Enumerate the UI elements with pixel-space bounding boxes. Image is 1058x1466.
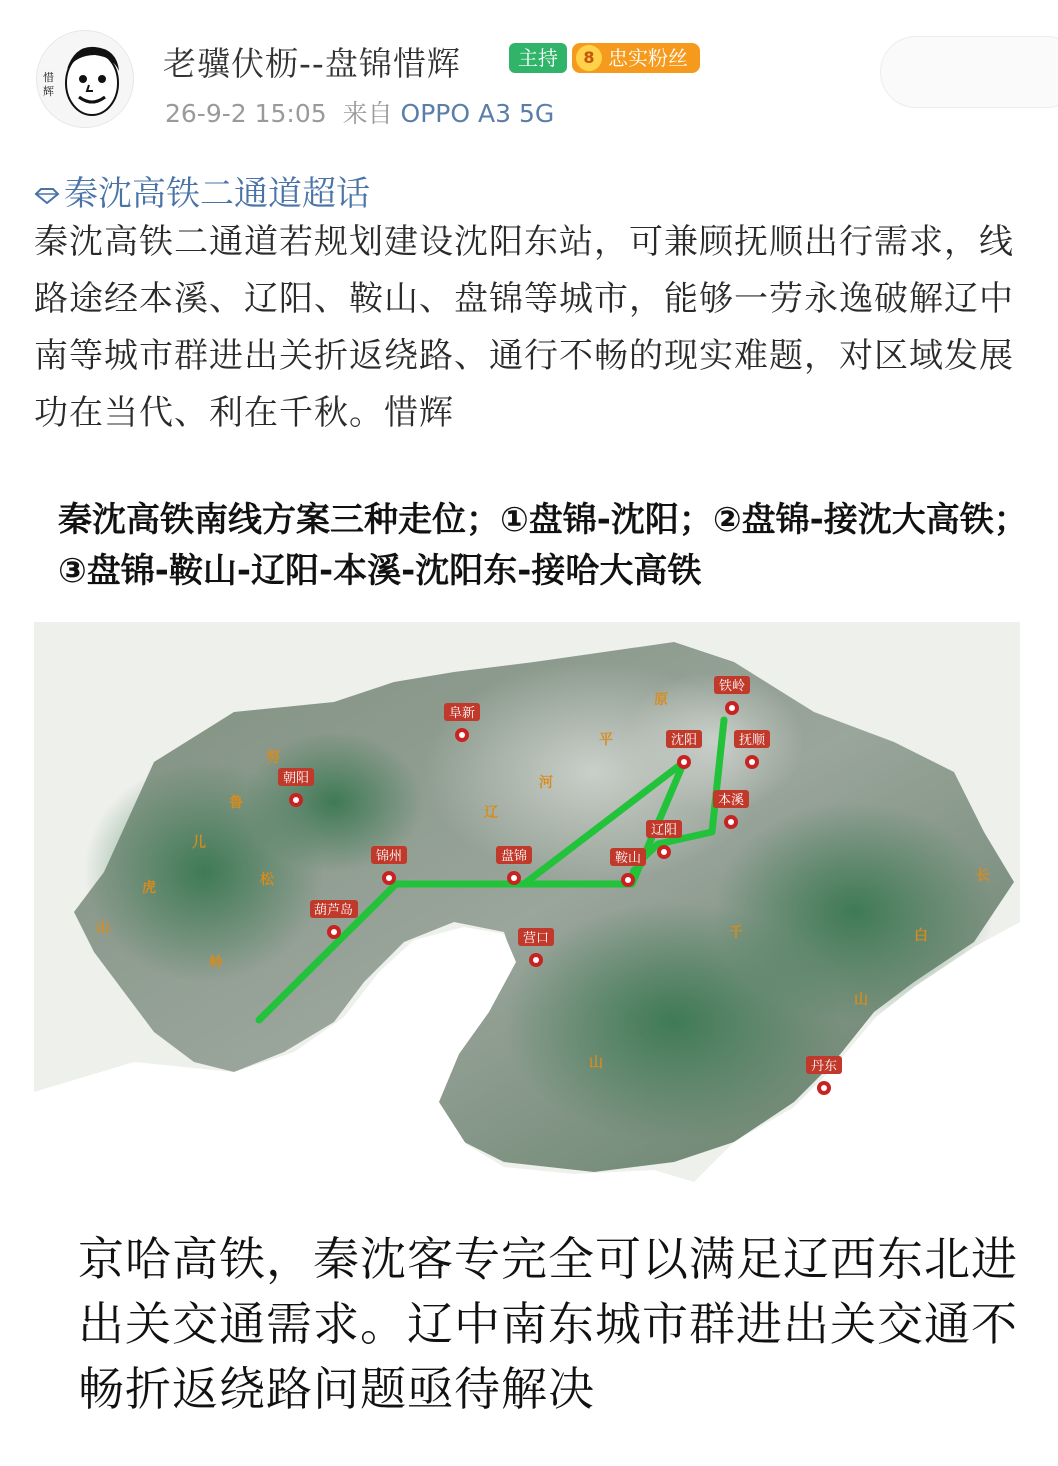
svg-text:千: 千 — [729, 925, 743, 941]
svg-text:葫芦岛: 葫芦岛 — [314, 903, 354, 918]
topic-link[interactable] — [34, 166, 370, 215]
fan-level-icon: 8 — [576, 45, 602, 71]
liaoning-map — [34, 622, 1020, 1182]
diamond-icon — [34, 188, 60, 204]
map-image[interactable] — [34, 622, 1020, 1182]
svg-text:辽阳: 辽阳 — [651, 823, 678, 838]
svg-text:山: 山 — [96, 920, 110, 936]
svg-text:山: 山 — [854, 992, 868, 1008]
device-link[interactable]: OPPO A3 5G — [400, 99, 555, 128]
svg-text:营口: 营口 — [523, 931, 550, 946]
svg-text:岭: 岭 — [209, 955, 223, 971]
svg-text:盘锦: 盘锦 — [501, 849, 528, 864]
svg-text:锦州: 锦州 — [376, 849, 403, 864]
svg-text:长: 长 — [976, 868, 990, 884]
svg-text:阜新: 阜新 — [449, 706, 476, 721]
svg-text:鲁: 鲁 — [229, 795, 243, 811]
svg-text:河: 河 — [539, 775, 553, 791]
svg-text:辉: 辉 — [43, 85, 54, 98]
svg-text:本溪: 本溪 — [718, 793, 745, 808]
svg-text:松: 松 — [260, 872, 274, 888]
svg-text:原: 原 — [654, 692, 668, 708]
svg-text:山: 山 — [589, 1055, 603, 1071]
svg-text:鞍山: 鞍山 — [615, 851, 642, 866]
svg-text:努: 努 — [266, 750, 280, 766]
avatar-cartoon-icon — [37, 31, 133, 127]
svg-text:辽: 辽 — [484, 805, 498, 821]
svg-text:儿: 儿 — [192, 835, 206, 851]
username[interactable]: 老骥伏枥--盘锦惜辉 — [163, 44, 461, 83]
svg-text:丹东: 丹东 — [811, 1059, 838, 1074]
host-badge: 主持 — [509, 43, 567, 73]
source-prefix: 来自 — [342, 99, 393, 128]
fan-badge-label: 忠实粉丝 — [608, 46, 688, 70]
topic-label: 秦沈高铁二通道超话 — [64, 174, 370, 214]
svg-text:铁岭: 铁岭 — [719, 679, 746, 694]
svg-text:虎: 虎 — [142, 880, 156, 896]
post-body: 秦沈高铁二通道若规划建设沈阳东站，可兼顾抚顺出行需求，线路途经本溪、辽阳、鞍山、盘锦等城市，能够一劳永逸破解辽中南等城市群进出关折返绕路、通行不畅的现实难题，对区域发展功在当代、利在千秋。惜辉 — [34, 222, 1014, 433]
avatar[interactable] — [36, 30, 134, 128]
timestamp: 26-9-2 15:05 — [165, 99, 327, 128]
svg-text:白: 白 — [914, 928, 928, 944]
image-caption-top: 秦沈高铁南线方案三种走位；①盘锦-沈阳；②盘锦-接沈大高铁；③盘锦-鞍山-辽阳-本溪-沈阳东-接哈大高铁 — [58, 500, 1028, 591]
svg-text:惜: 惜 — [43, 71, 54, 84]
svg-text:抚顺: 抚顺 — [739, 733, 766, 748]
svg-text:朝阳: 朝阳 — [283, 771, 310, 786]
fan-badge — [572, 43, 700, 73]
image-caption-bottom: 京哈高铁，秦沈客专完全可以满足辽西东北进出关交通需求。辽中南东城市群进出关交通不畅折返绕路问题亟待解决 — [78, 1232, 1018, 1416]
svg-text:平: 平 — [599, 732, 613, 748]
post-meta — [165, 94, 554, 130]
svg-text:沈阳: 沈阳 — [671, 733, 698, 748]
follow-button[interactable] — [880, 36, 1058, 108]
